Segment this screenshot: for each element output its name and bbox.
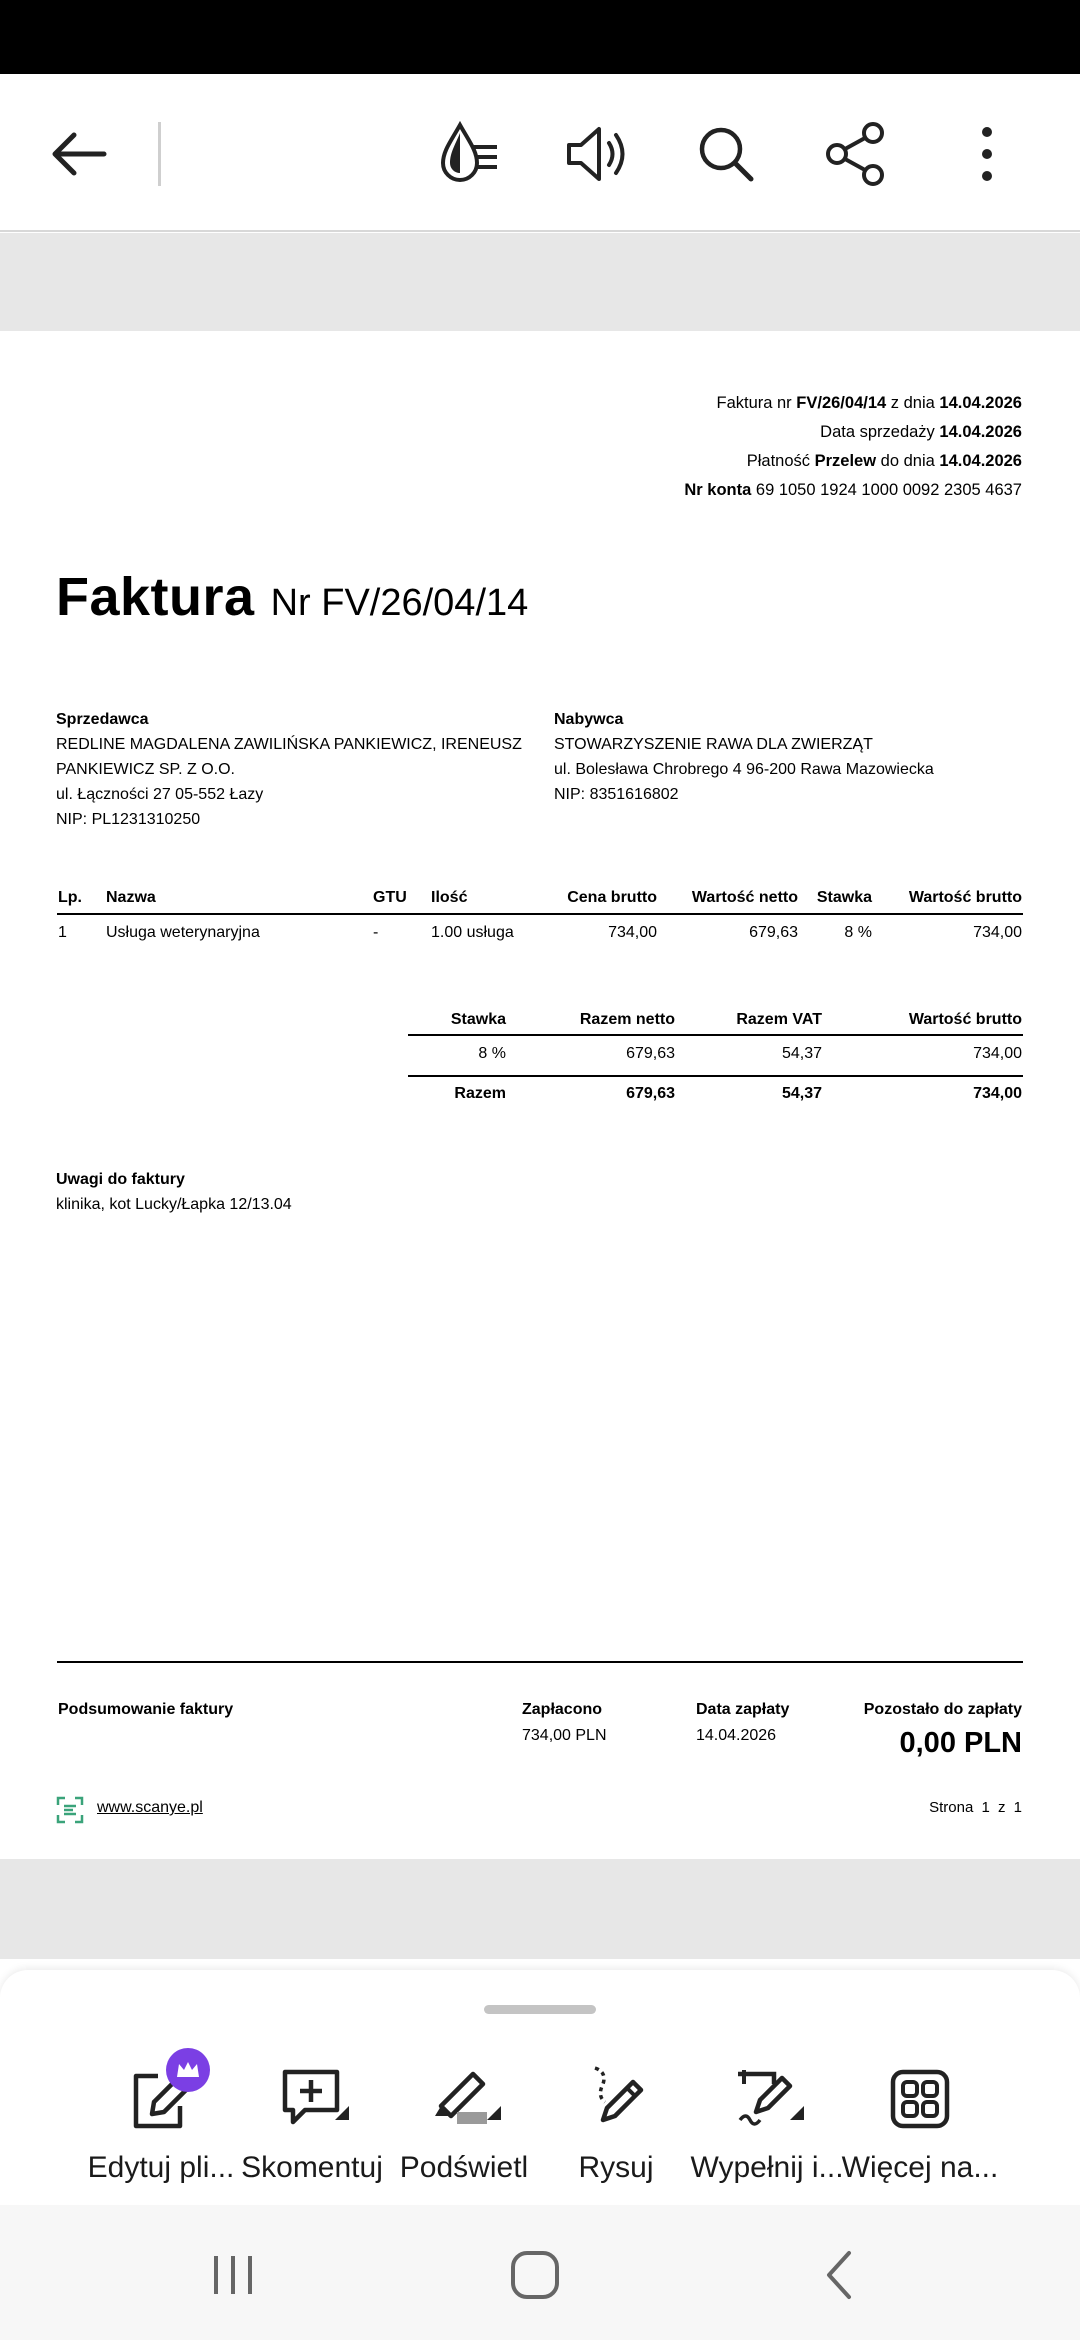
invoice-title-main: Faktura bbox=[56, 567, 255, 627]
page-gap-top bbox=[0, 233, 1080, 331]
edit-file-icon bbox=[124, 2062, 198, 2136]
vat-header-rule bbox=[408, 1034, 1023, 1036]
tool-draw[interactable] bbox=[541, 2062, 691, 2202]
fill-sign-icon bbox=[730, 2062, 804, 2136]
paid-block: Zapłacono 734,00 PLN bbox=[522, 1701, 607, 1744]
invoice-notes: Uwagi do faktury klinika, kot Lucky/Łapka 12/13.04 bbox=[56, 1171, 292, 1213]
cell-gtu: - bbox=[373, 924, 379, 941]
tools-bottom-sheet bbox=[0, 1970, 1080, 2205]
system-nav-bar bbox=[0, 2205, 1080, 2340]
tool-highlight[interactable] bbox=[389, 2062, 539, 2202]
tool-more[interactable] bbox=[841, 2062, 999, 2202]
payment-date-block: Data zapłaty 14.04.2026 bbox=[696, 1701, 790, 1744]
more-tools-icon bbox=[883, 2062, 957, 2136]
liquid-mode-icon[interactable] bbox=[428, 114, 508, 194]
home-icon[interactable] bbox=[490, 2235, 580, 2315]
invoice-title-number: Nr FV/26/04/14 bbox=[270, 582, 529, 624]
vat-cell-gross: 734,00 bbox=[973, 1045, 1022, 1062]
items-header-rule bbox=[57, 913, 1023, 915]
cell-value-gross: 734,00 bbox=[973, 924, 1022, 941]
vat-total-rule bbox=[408, 1075, 1023, 1077]
tool-edit-file[interactable] bbox=[86, 2062, 236, 2202]
page-counter: Strona 1 z 1 bbox=[929, 1799, 1022, 1816]
back-arrow-icon[interactable] bbox=[38, 114, 118, 194]
comment-icon bbox=[275, 2062, 349, 2136]
vat-col-vat: Razem VAT bbox=[736, 1011, 822, 1028]
draw-icon bbox=[579, 2062, 653, 2136]
website-link[interactable]: www.scanye.pl bbox=[97, 1799, 203, 1816]
col-gtu: GTU bbox=[373, 889, 407, 906]
vat-col-rate: Stawka bbox=[450, 1011, 506, 1028]
remaining-block: Pozostało do zapłaty 0,00 PLN bbox=[864, 1697, 1022, 1763]
col-value-gross: Wartość brutto bbox=[908, 889, 1022, 906]
page-gap-bottom bbox=[0, 1859, 1080, 1959]
summary-rule bbox=[57, 1661, 1023, 1663]
col-rate: Stawka bbox=[816, 889, 872, 906]
buyer-block: Nabywca STOWARZYSZENIE RAWA DLA ZWIERZĄT ul. Bolesława Chrobrego 4 96-200 Rawa Mazowiecka NIP: 8351616802 bbox=[554, 711, 934, 803]
tool-label: Więcej na... bbox=[841, 2151, 999, 2184]
vat-col-net: Razem netto bbox=[579, 1011, 675, 1028]
invoice-page[interactable] bbox=[0, 331, 1080, 1859]
more-vertical-icon[interactable] bbox=[947, 114, 1027, 194]
vat-total-label: Razem bbox=[454, 1085, 506, 1102]
read-aloud-icon[interactable] bbox=[556, 114, 636, 194]
col-qty: Ilość bbox=[431, 889, 468, 906]
vat-total-gross: 734,00 bbox=[973, 1085, 1022, 1102]
vat-col-gross: Wartość brutto bbox=[908, 1011, 1022, 1028]
seller-block: Sprzedawca REDLINE MAGDALENA ZAWILIŃSKA PANKIEWICZ, IRENEUSZ PANKIEWICZ SP. Z O.O. ul. Łączności 27 05-552 Łazy NIP: PL1231310250 bbox=[56, 711, 522, 828]
top-toolbar bbox=[0, 74, 1080, 232]
col-name: Nazwa bbox=[106, 889, 156, 906]
sheet-drag-handle[interactable] bbox=[484, 2005, 596, 2014]
tool-label: Podświetl bbox=[399, 2151, 529, 2184]
cell-qty: 1.00 usługa bbox=[431, 924, 514, 941]
col-value-net: Wartość netto bbox=[691, 889, 798, 906]
cell-rate: 8 % bbox=[844, 924, 872, 941]
premium-crown-icon bbox=[166, 2048, 210, 2092]
toolbar-divider bbox=[158, 122, 161, 186]
remaining-value: 0,00 PLN bbox=[899, 1727, 1022, 1759]
cell-price-gross: 734,00 bbox=[608, 924, 657, 941]
cell-name: Usługa weterynaryjna bbox=[106, 924, 260, 941]
vat-total-vat: 54,37 bbox=[781, 1085, 822, 1102]
search-icon[interactable] bbox=[686, 114, 766, 194]
vat-cell-rate: 8 % bbox=[478, 1045, 506, 1062]
summary-label: Podsumowanie faktury bbox=[58, 1701, 234, 1718]
tool-fill-sign[interactable] bbox=[692, 2062, 842, 2202]
vat-cell-net: 679,63 bbox=[626, 1045, 675, 1062]
recent-apps-icon[interactable] bbox=[188, 2235, 278, 2315]
cell-lp: 1 bbox=[58, 924, 67, 941]
invoice-header-info: Faktura nr FV/26/04/14 z dnia 14.04.2026 Data sprzedaży 14.04.2026 Płatność Przelew do dnia 14.04.2026 Nr konta 69 1050 1924 1000 0092 2305 4637 bbox=[684, 394, 1022, 499]
tool-label: Edytuj pli... bbox=[87, 2151, 235, 2184]
cell-value-net: 679,63 bbox=[749, 924, 798, 941]
col-lp: Lp. bbox=[58, 889, 82, 906]
back-nav-icon[interactable] bbox=[794, 2235, 884, 2315]
tool-label: Skomentuj bbox=[241, 2151, 383, 2184]
tool-label: Wypełnij i... bbox=[690, 2151, 844, 2184]
tool-comment[interactable] bbox=[237, 2062, 387, 2202]
vat-cell-vat: 54,37 bbox=[781, 1045, 822, 1062]
scanye-logo-icon bbox=[56, 1796, 84, 1824]
col-price-gross: Cena brutto bbox=[567, 889, 657, 906]
share-icon[interactable] bbox=[816, 114, 896, 194]
status-bar bbox=[0, 0, 1080, 74]
tool-label: Rysuj bbox=[578, 2151, 654, 2184]
highlight-icon bbox=[427, 2062, 501, 2136]
invoice-title bbox=[56, 567, 529, 627]
vat-total-net: 679,63 bbox=[626, 1085, 675, 1102]
